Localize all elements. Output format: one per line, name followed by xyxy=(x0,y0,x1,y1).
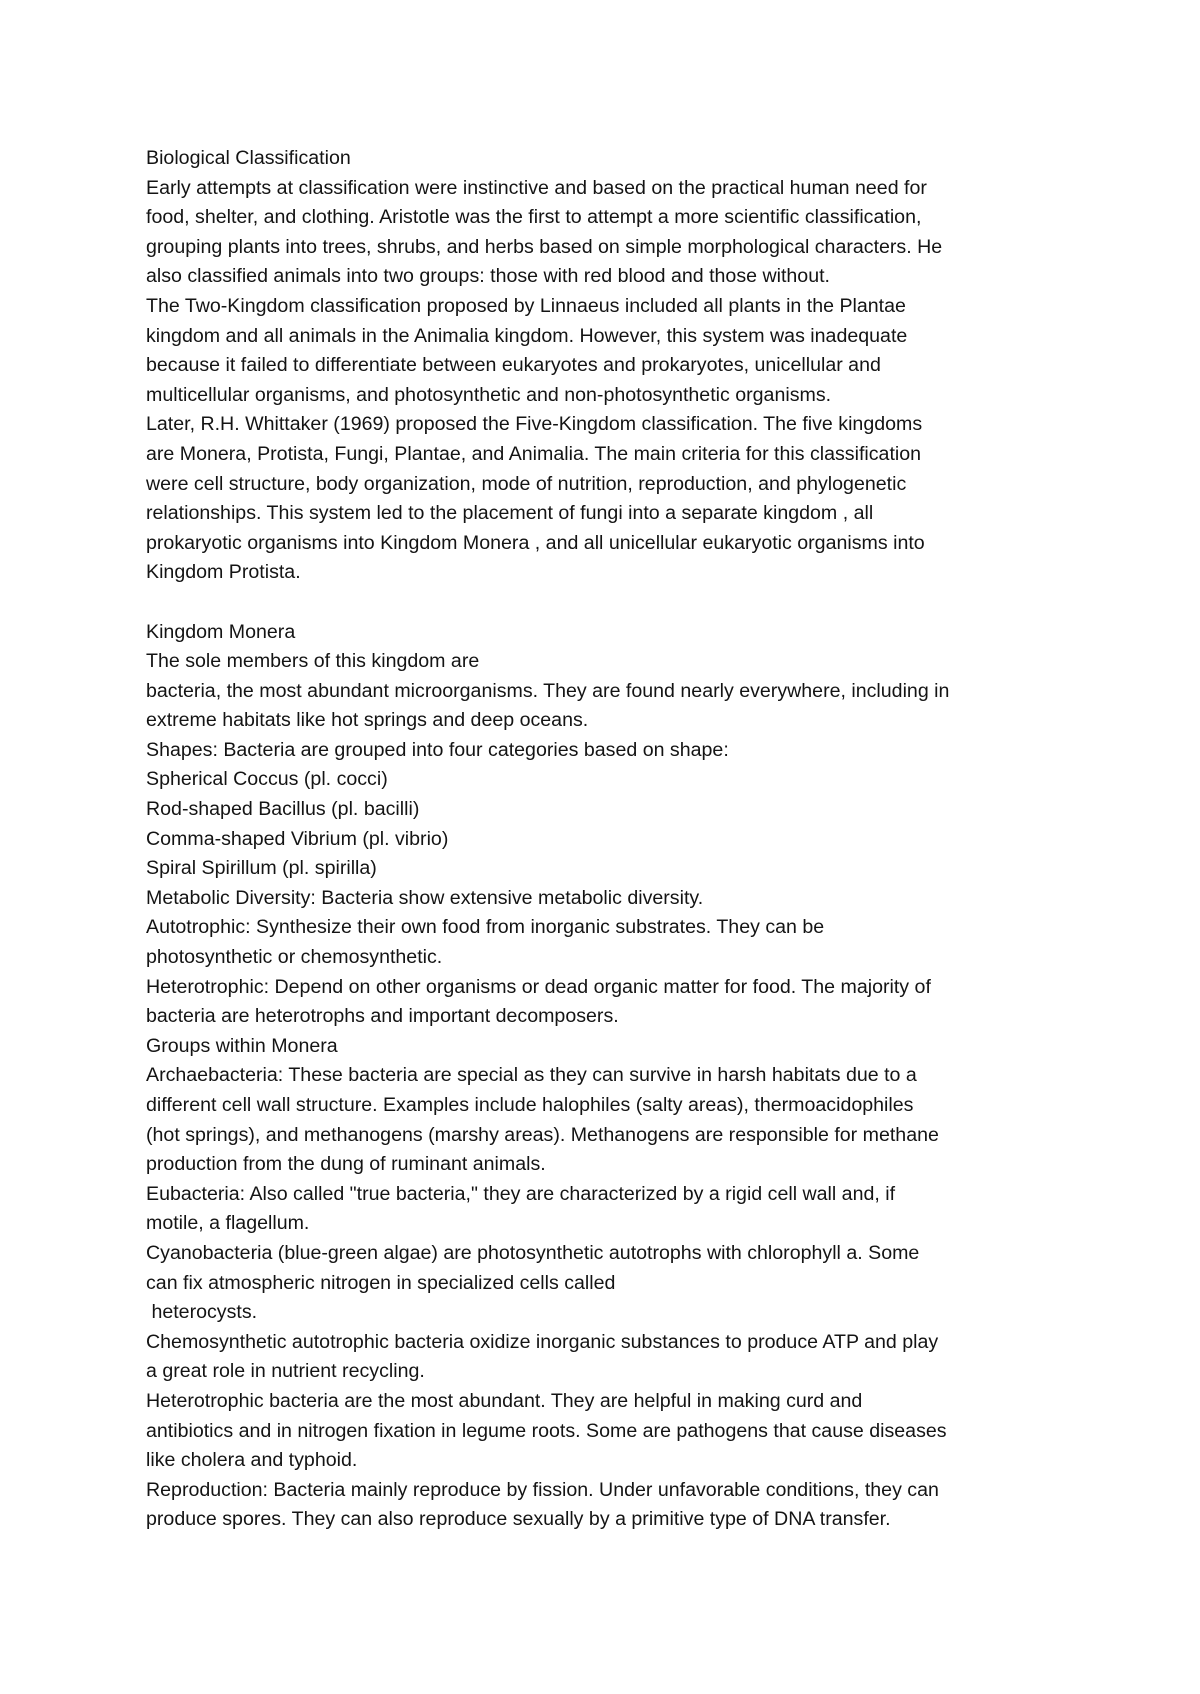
paragraph-line: prokaryotic organisms into Kingdom Monera , and all unicellular eukaryotic organisms into xyxy=(146,531,925,554)
paragraph-line: because it failed to differentiate between eukaryotes and prokaryotes, unicellular and xyxy=(146,354,881,377)
paragraph-line: a great role in nutrient recycling. xyxy=(146,1360,425,1383)
list-item: Rod-shaped Bacillus (pl. bacilli) xyxy=(146,798,420,821)
paragraph-line: The Two-Kingdom classification proposed by Linnaeus included all plants in the Plantae xyxy=(146,294,906,317)
paragraph-line: Heterotrophic: Depend on other organisms or dead organic matter for food. The majority of xyxy=(146,975,931,998)
paragraph-line: Early attempts at classification were instinctive and based on the practical human need for xyxy=(146,176,927,199)
paragraph-line: can fix atmospheric nitrogen in specialized cells called xyxy=(146,1271,616,1294)
section-heading-biological-classification: Biological Classification xyxy=(146,147,351,169)
paragraph-line: grouping plants into trees, shrubs, and herbs based on simple morphological characters. He xyxy=(146,235,943,258)
paragraph-line: antibiotics and in nitrogen fixation in legume roots. Some are pathogens that cause diseases xyxy=(146,1419,947,1442)
list-item: Comma-shaped Vibrium (pl. vibrio) xyxy=(146,827,449,850)
paragraph-line: food, shelter, and clothing. Aristotle was the first to attempt a more scientific classification, xyxy=(146,206,922,229)
paragraph-line: different cell wall structure. Examples include halophiles (salty areas), thermoacidophiles xyxy=(146,1094,914,1116)
subheading-groups-within-monera: Groups within Monera xyxy=(146,1034,338,1057)
paragraph-line: also classified animals into two groups: those with red blood and those without. xyxy=(146,265,830,288)
paragraph-line: kingdom and all animals in the Animalia kingdom. However, this system was inadequate xyxy=(146,324,908,347)
paragraph-line: bacteria, the most abundant microorganisms. They are found nearly everywhere, including in xyxy=(146,679,950,702)
paragraph-line: motile, a flagellum. xyxy=(146,1212,310,1235)
paragraph-line: Archaebacteria: These bacteria are special as they can survive in harsh habitats due to a xyxy=(146,1064,917,1087)
paragraph-line: Later, R.H. Whittaker (1969) proposed the Five-Kingdom classification. The five kingdoms xyxy=(146,413,923,436)
paragraph-line: Heterotrophic bacteria are the most abundant. They are helpful in making curd and xyxy=(146,1389,863,1412)
paragraph-line: (hot springs), and methanogens (marshy areas). Methanogens are responsible for methane xyxy=(146,1123,939,1146)
paragraph-line: Kingdom Protista. xyxy=(146,561,301,584)
paragraph-line: The sole members of this kingdom are xyxy=(146,650,480,673)
paragraph-line: Reproduction: Bacteria mainly reproduce by fission. Under unfavorable conditions, they can xyxy=(146,1478,939,1501)
paragraph-line: Metabolic Diversity: Bacteria show extensive metabolic diversity. xyxy=(146,886,704,909)
list-item: Spherical Coccus (pl. cocci) xyxy=(146,768,388,791)
paragraph-line: like cholera and typhoid. xyxy=(146,1449,358,1472)
paragraph-line: photosynthetic or chemosynthetic. xyxy=(146,946,443,969)
paragraph-line: Eubacteria: Also called "true bacteria," they are characterized by a rigid cell wall and, if xyxy=(146,1182,896,1205)
paragraph-line: Chemosynthetic autotrophic bacteria oxidize inorganic substances to produce ATP and play xyxy=(146,1330,939,1353)
document-page xyxy=(146,144,1086,1535)
paragraph-line: extreme habitats like hot springs and deep oceans. xyxy=(146,709,589,732)
list-item: Spiral Spirillum (pl. spirilla) xyxy=(146,857,377,880)
section-heading-kingdom-monera: Kingdom Monera xyxy=(146,620,296,643)
paragraph-line: produce spores. They can also reproduce sexually by a primitive type of DNA transfer. xyxy=(146,1508,891,1531)
paragraph-line: heterocysts. xyxy=(146,1301,258,1324)
paragraph-line: were cell structure, body organization, mode of nutrition, reproduction, and phylogenetic xyxy=(146,472,907,495)
paragraph-line: Cyanobacteria (blue-green algae) are photosynthetic autotrophs with chlorophyll a. Some xyxy=(146,1241,920,1264)
paragraph-line: relationships. This system led to the placement of fungi into a separate kingdom , all xyxy=(146,502,874,525)
blank-line xyxy=(146,588,1086,618)
paragraph-line: Shapes: Bacteria are grouped into four categories based on shape: xyxy=(146,738,729,761)
paragraph-line: are Monera, Protista, Fungi, Plantae, and Animalia. The main criteria for this classification xyxy=(146,442,922,465)
paragraph-line: Autotrophic: Synthesize their own food from inorganic substrates. They can be xyxy=(146,916,825,939)
paragraph-line: bacteria are heterotrophs and important decomposers. xyxy=(146,1005,619,1028)
paragraph-line: multicellular organisms, and photosynthetic and non-photosynthetic organisms. xyxy=(146,383,832,406)
paragraph-line: production from the dung of ruminant animals. xyxy=(146,1153,546,1176)
